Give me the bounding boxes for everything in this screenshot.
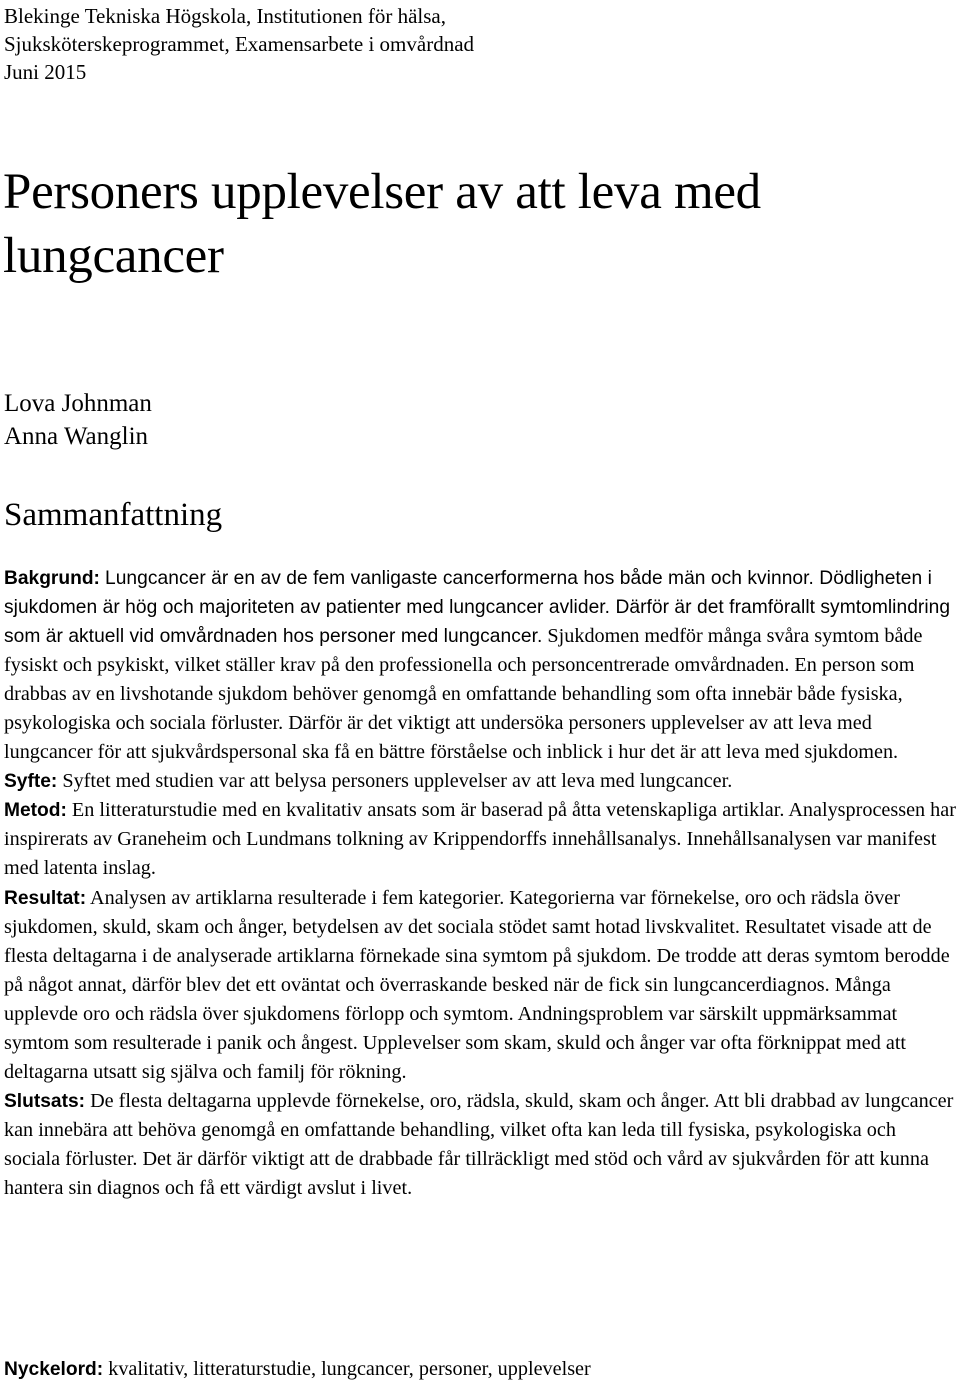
title-line-2: lungcancer bbox=[3, 228, 224, 284]
header-line-institution: Blekinge Tekniska Högskola, Institutionen för hälsa, bbox=[4, 4, 446, 28]
keywords-label: Nyckelord: bbox=[4, 1359, 104, 1380]
keywords-text: kvalitativ, litteraturstudie, lungcancer, personer, upplevelser bbox=[108, 1358, 591, 1380]
background-label: Bakgrund: bbox=[4, 568, 100, 589]
method-text: En litteraturstudie med en kvalitativ ansats som är baserad på åtta vetenskapliga artiklar. Analysprocessen har inspirerats av Graneheim och Lundmans tolkning av Krippendorffs innehållsanalys. Innehållsanalysen var manifest med latenta inslag. bbox=[4, 799, 956, 880]
thesis-title bbox=[3, 160, 903, 288]
summary-body bbox=[4, 564, 956, 1203]
title-line-1: Personers upplevelser av att leva med bbox=[3, 164, 761, 220]
header-line-program: Sjuksköterskeprogrammet, Examensarbete i omvårdnad bbox=[4, 32, 475, 56]
author-name: Anna Wanglin bbox=[4, 423, 149, 450]
conclusion-label: Slutsats: bbox=[4, 1090, 86, 1112]
keywords-line bbox=[4, 1355, 591, 1384]
author-name: Lova Johnman bbox=[4, 390, 152, 417]
aim-text: Syftet med studien var att belysa personers upplevelser av att leva med lungcancer. bbox=[62, 770, 733, 793]
conclusion-text: De flesta deltagarna upplevde förnekelse, oro, rädsla, skuld, skam och ånger. Att bli drabbad av lungcancer kan innebära att behöva genomgå en omfattande behandling, vilket ofta kan leda till fysiska, psykologiska och sociala förluster. Det är därför viktigt att de drabbade får tillräckligt med stöd och vård av sjukvården för att kunna hantera sin diagnos och få ett värdigt avslut i livet. bbox=[4, 1089, 954, 1199]
summary-heading: Sammanfattning bbox=[4, 497, 223, 533]
results-label: Resultat: bbox=[4, 887, 87, 909]
author-list bbox=[4, 387, 152, 453]
header-line-date: Juni 2015 bbox=[4, 60, 87, 84]
aim-label: Syfte: bbox=[4, 771, 58, 793]
background-text: Sjukdomen medför många svåra symtom både fysiskt och psykiskt, vilket ställer krav på den professionella och personcentrerade omvårdnaden. En person som drabbas av en livshotande sjukdom behöver genomgå en omfattande behandling som ofta innebär både fysiska, psykologiska och sociala förluster. Därför är det viktigt att undersöka personers upplevelser av att leva med lungcancer för att sjukvårdspersonal ska få en bättre förståelse och inblick i hur det är att leva med sjukdomen. bbox=[4, 625, 923, 764]
method-label: Metod: bbox=[4, 800, 67, 822]
background-text-sans: Lungcancer är en av de fem vanligaste cancerformerna hos både män och kvinnor. Dödligheten i sjukdomen är hög och majoriteten av patienter med lungcancer avlider. Därför är det framförallt symtomlindring som är aktuell vid omvårdnaden hos personer med lungcancer. bbox=[4, 568, 951, 648]
results-text: Analysen av artiklarna resulterade i fem kategorier. Kategorierna var förnekelse, oro och rädsla över sjukdomen, skuld, skam och ånger, betydelsen av det sociala stödet samt hotad livskvalitet. Resultatet visade att de flesta deltagarna i de analyserade artiklarna förnekade sina symtom på sjukdom. De trodde att deras symtom berodde på något annat, därför blev det ett oväntat och överraskande besked när de fick sin lungcancerdiagnos. Många upplevde oro och rädsla över sjukdomens förlopp och symtom. Andningsproblem var särskilt uppmärksammat symtom som resulterade i panik och ångest. Upplevelser som skam, skuld och ånger var ofta förknippat med att deltagarna utsatt sig själva och familj för rökning. bbox=[4, 886, 950, 1083]
institution-header bbox=[4, 2, 474, 86]
